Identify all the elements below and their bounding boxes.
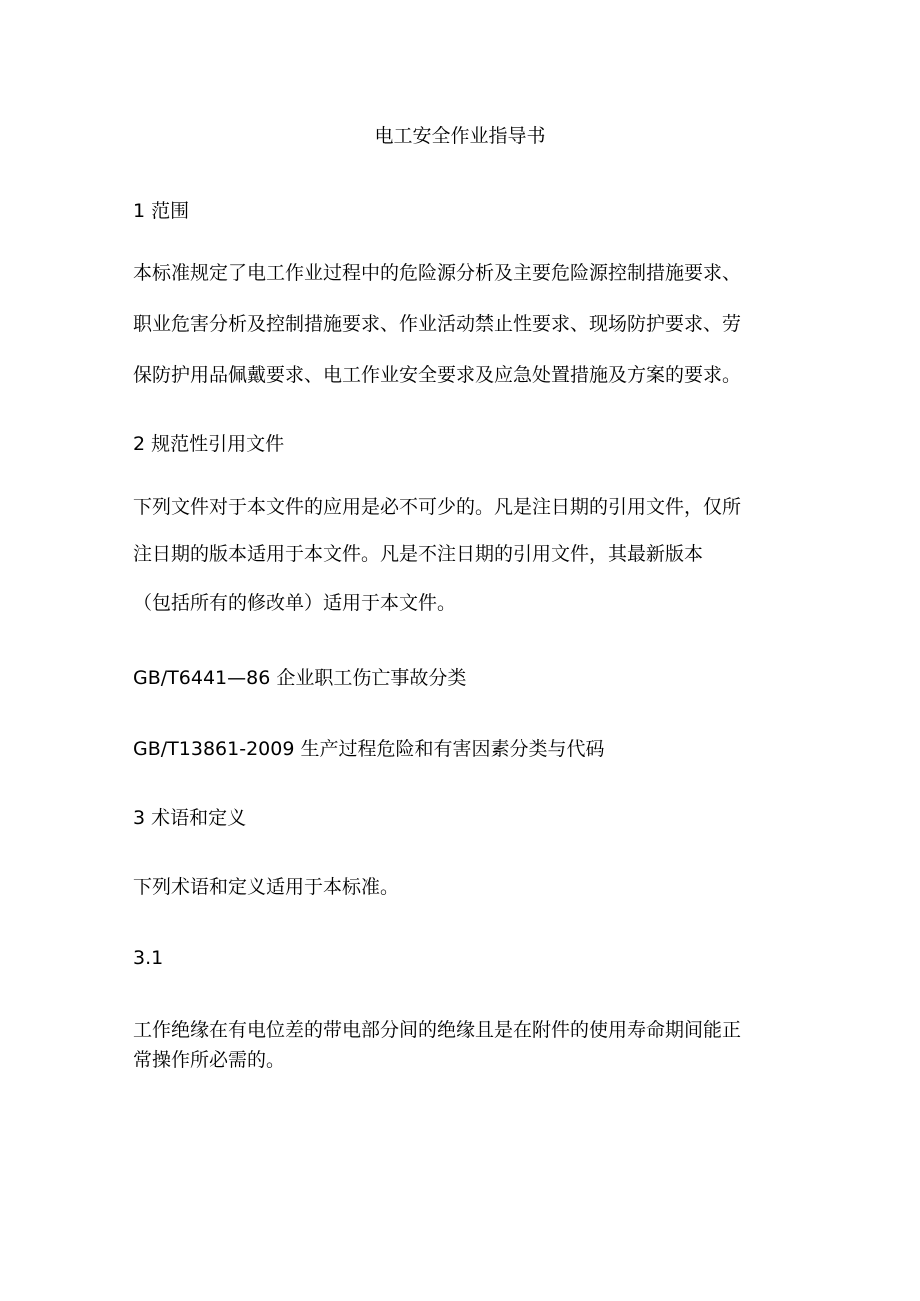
section-1-paragraph [133,259,793,389]
section-2-line-1: 下列文件对于本文件的应用是必不可少的。凡是注日期的引用文件，仅所 [133,496,742,518]
section-2-line-2: 注日期的版本适用于本文件。凡是不注日期的引用文件，其最新版本 [133,543,704,565]
section-2-paragraph [133,493,793,617]
section-1-line-2: 职业危害分析及控制措施要求、作业活动禁止性要求、现场防护要求、劳 [133,313,742,335]
reference-item: GB/T6441—86 企业职工伤亡事故分类 [133,667,467,689]
reference-item: GB/T13861-2009 生产过程危险和有害因素分类与代码 [133,738,605,760]
sub-section-heading: 3.1 [133,947,164,969]
section-2-line-3: （包括所有的修改单）适用于本文件。 [133,592,457,614]
definition-line-1: 工作绝缘在有电位差的带电部分间的绝缘且是在附件的使用寿命期间能正 [133,1019,742,1041]
section-3-intro: 下列术语和定义适用于本标准。 [133,876,400,898]
section-3-heading: 3 术语和定义 [133,807,247,829]
section-2-heading: 2 规范性引用文件 [133,433,285,455]
section-1-line-1: 本标准规定了电工作业过程中的危险源分析及主要危险源控制措施要求、 [133,262,742,284]
section-1-heading: 1 范围 [133,200,190,222]
definition-line-2: 常操作所必需的。 [133,1049,286,1071]
document-title: 电工安全作业指导书 [374,125,546,147]
section-1-line-3: 保防护用品佩戴要求、电工作业安全要求及应急处置措施及方案的要求。 [133,364,742,386]
definition-paragraph [133,1016,793,1074]
